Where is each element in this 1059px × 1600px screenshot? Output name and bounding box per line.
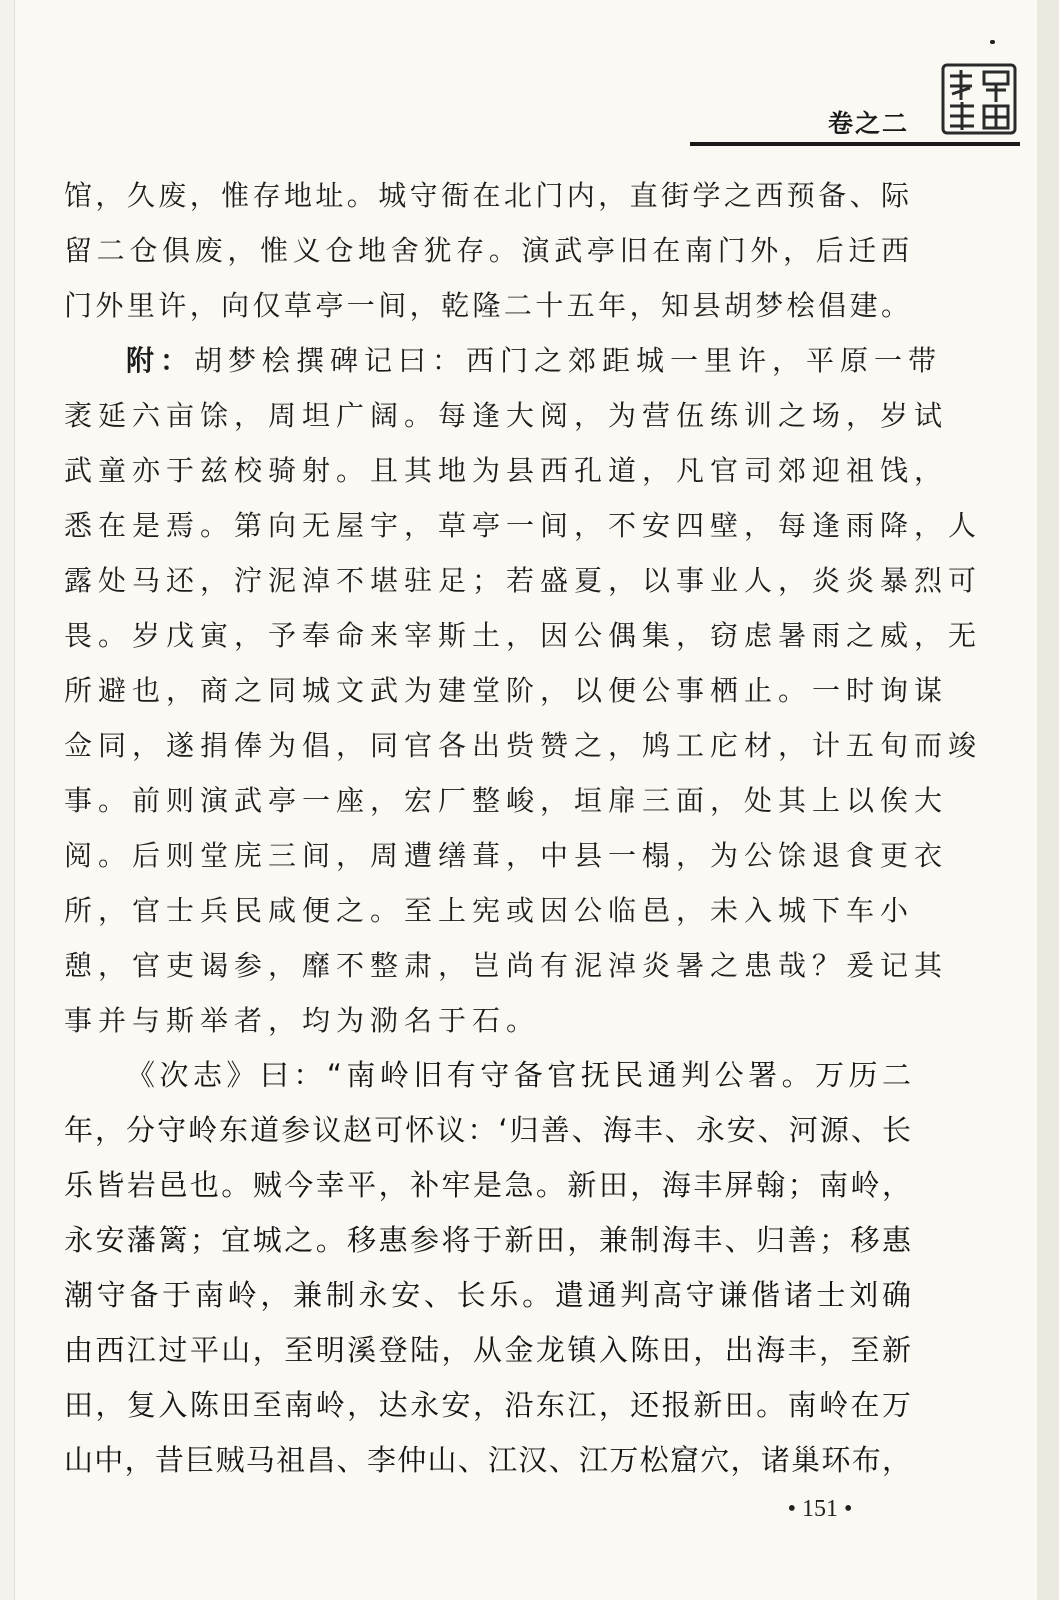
text-line: 潮守备于南岭，兼制永安、长乐。遣通判高守谦偕诸士刘确: [64, 1278, 912, 1312]
page-edge: [1037, 0, 1059, 1600]
text-line: 乐皆岩邑也。贼今幸平，补牢是急。新田，海丰屏翰；南岭，: [64, 1168, 912, 1202]
text-line: 露处马还，泞泥淖不堪驻足；若盛夏，以事业人，炎炎暴烈可: [64, 564, 983, 597]
text-line: 田，复入陈田至南岭，达永安，沿东江，还报新田。南岭在万: [64, 1388, 912, 1422]
text-line: 年，分守岭东道参议赵可怀议：‘归善、海丰、永安、河源、长: [64, 1113, 912, 1147]
paragraph-1: [64, 168, 912, 333]
text-line: 馆，久废，惟存地址。城守衙在北门内，直街学之西预备、际: [64, 179, 912, 212]
text-line: 由西江过平山，至明溪登陆，从金龙镇入陈田，出海丰，至新: [64, 1333, 912, 1367]
text-line: 留二仓俱废，惟义仓地舍犹存。演武亭旧在南门外，后迁西: [64, 234, 912, 267]
text-line: 《次志》曰：“南岭旧有守备官抚民通判公署。万历二: [126, 1058, 912, 1092]
text-span: 胡梦桧撰碑记曰：西门之郊距城一里许，平原一带: [194, 344, 943, 377]
text-line: 悉在是焉。第向无屋宇，草亭一间，不安四壁，每逢雨降，人: [64, 509, 983, 542]
ink-dot: [990, 40, 995, 44]
paragraph-2: [64, 333, 983, 1048]
text-line: 门外里许，向仅草亭一间，乾隆二十五年，知县胡梦桧倡建。: [64, 289, 912, 322]
text-line: 畏。岁戊寅，予奉命来宰斯土，因公偶集，窃虑暑雨之威，无: [64, 619, 983, 652]
text-line: 袤延六亩馀，周坦广阔。每逢大阅，为营伍练训之场，岁试: [64, 399, 949, 432]
text-line: 佥同，遂捐俸为倡，同官各出赀赞之，鸠工庀材，计五旬而竣: [64, 729, 983, 762]
seal-logo-icon: [940, 62, 1018, 136]
text-line: 所，官士兵民咸便之。至上宪或因公临邑，未入城下车小: [64, 894, 915, 927]
text-line: 憩，官吏谒参，靡不整肃，岂尚有泥淖炎暑之患哉？爰记其: [64, 949, 949, 982]
attachment-label: 附：: [126, 344, 195, 377]
body-text: [64, 168, 983, 1488]
text-line: 事。前则演武亭一座，宏厂整峻，垣扉三面，处其上以俟大: [64, 784, 949, 817]
text-line: 阅。后则堂庑三间，周遭缮葺，中县一榻，为公馀退食更衣: [64, 839, 949, 872]
text-line: 武童亦于兹校骑射。且其地为县西孔道，凡官司郊迎祖饯，: [64, 454, 949, 487]
chapter-title: 卷之二: [828, 109, 910, 138]
page-gutter: [0, 0, 15, 1600]
text-line: 永安藩篱；宜城之。移惠参将于新田，兼制海丰、归善；移惠: [64, 1223, 912, 1257]
page-number: • 151 •: [787, 1496, 853, 1522]
text-line: 事并与斯举者，均为泐名于石。: [64, 1004, 541, 1037]
header-rule: [690, 142, 1020, 146]
text-line: 所避也，商之同城文武为建堂阶，以便公事栖止。一时询谋: [64, 674, 949, 707]
text-line: [64, 333, 943, 388]
paragraph-3: [64, 1048, 912, 1488]
text-line: 山中，昔巨贼马祖昌、李仲山、江汉、江万松窟穴，诸巢环布，: [64, 1443, 912, 1477]
